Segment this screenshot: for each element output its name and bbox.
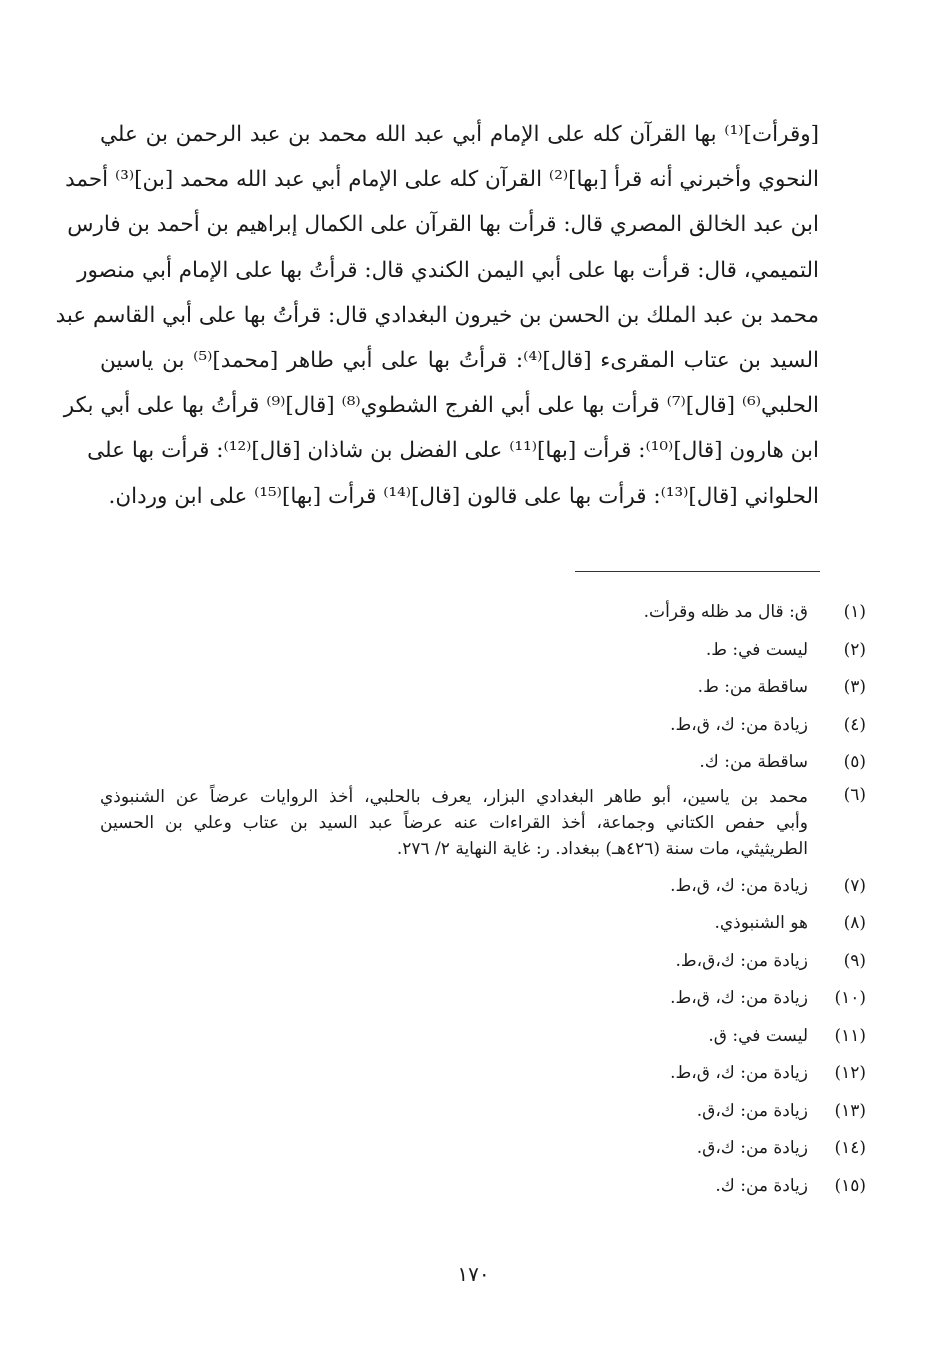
footnote-text: زيادة من: ك. xyxy=(715,1175,808,1196)
footnote-number: (٤) xyxy=(843,714,866,735)
footnote-item xyxy=(100,1168,866,1206)
footnote-item xyxy=(100,1055,866,1093)
footnote-text: زيادة من: ك، ق،ط. xyxy=(670,988,808,1008)
footnote-number: (١١) xyxy=(834,1025,866,1046)
footnote-item xyxy=(100,943,866,981)
footnote-item xyxy=(100,744,866,782)
footnote-text: ق: قال مد ظله وقرأت. xyxy=(643,602,808,622)
footnote-text: زيادة من: ك، ق،ط. xyxy=(670,875,808,896)
footnote-item xyxy=(100,1130,866,1168)
footnote-item xyxy=(100,707,866,745)
footnote-text: زيادة من: ك،ق،ط. xyxy=(675,950,808,971)
footnote-number: (٦) xyxy=(843,784,866,805)
footnotes-list xyxy=(100,594,866,1205)
footnote-number: (١) xyxy=(843,602,866,622)
footnote-number: (٩) xyxy=(843,950,866,971)
footnote-text-line: محمد بن ياسين، أبو طاهر البغدادي البزار، يعرف بالحلبي، أخذ الروايات عرضاً عن الشنبوذي xyxy=(100,786,808,807)
footnote-text-line: وأبي حفص الكتاني وجماعة، أخذ القراءات عنه عرضاً عبد السيد بن عتاب وعلي بن الحسين xyxy=(100,812,808,833)
footnote-text: زيادة من: ك،ق. xyxy=(696,1138,808,1158)
main-text-line: النحوي وأخبرني أنه قرأ [بها]⁽²⁾ القرآن كله على الإمام أبي عبد الله محمد [بن]⁽³⁾ أحمد xyxy=(65,167,819,193)
footnote-number: (١٥) xyxy=(834,1175,866,1196)
main-text-line: الحلبي⁽⁶⁾ [قال]⁽⁷⁾ قرأت بها على أبي الفرج الشطوي⁽⁸⁾ [قال]⁽⁹⁾ قرأتُ بها على أبي بكر xyxy=(63,393,819,419)
footnote-number: (١٣) xyxy=(834,1100,866,1121)
footnote-item xyxy=(100,1018,866,1056)
footnote-text: زيادة من: ك، ق،ط. xyxy=(670,714,808,735)
footnote-number: (١٠) xyxy=(834,988,866,1008)
footnote-number: (٧) xyxy=(843,875,866,896)
footnote-item xyxy=(100,594,866,632)
footnote-number: (٣) xyxy=(843,677,866,697)
page-number: ١٧٠ xyxy=(457,1262,490,1286)
footnote-item xyxy=(100,1093,866,1131)
footnote-text: هو الشنبوذي. xyxy=(714,913,808,933)
footnote-number: (١٢) xyxy=(834,1063,866,1083)
footnote-text: ليست في: ق. xyxy=(708,1025,808,1046)
footnote-number: (٢) xyxy=(843,639,866,660)
main-text-block xyxy=(55,112,820,519)
footnote-text: زيادة من: ك،ق. xyxy=(696,1100,808,1121)
main-text-line: السيد بن عتاب المقرىء [قال]⁽⁴⁾: قرأتُ بها على أبي طاهر [محمد]⁽⁵⁾ بن ياسين xyxy=(100,347,820,373)
main-text-line: محمد بن عبد الملك بن الحسن بن خيرون البغدادي قال: قرأتُ بها على أبي القاسم عبد xyxy=(55,302,819,328)
footnote-number: (٨) xyxy=(843,913,866,933)
footnote-text-line: الطريثيثي، مات سنة (٤٢٦هـ) ببغداد. ر: غاية النهاية ٢/ ٢٧٦. xyxy=(396,838,808,859)
footnote-item xyxy=(100,632,866,670)
footnote-item xyxy=(100,782,866,868)
footnote-text: ساقطة من: ط. xyxy=(697,677,808,697)
footnote-item xyxy=(100,980,866,1018)
footnote-text: زيادة من: ك، ق،ط. xyxy=(670,1063,808,1083)
footnote-item xyxy=(100,669,866,707)
main-text-line: الحلواني [قال]⁽¹³⁾: قرأت بها على قالون [قال]⁽¹⁴⁾ قرأت [بها]⁽¹⁵⁾ على ابن وردان. xyxy=(108,483,819,509)
footnote-number: (٥) xyxy=(843,752,866,772)
footnote-item xyxy=(100,868,866,906)
main-text-line: التميمي، قال: قرأت بها على أبي اليمن الكندي قال: قرأتُ بها على الإمام أبي منصور xyxy=(77,257,819,283)
footnote-item xyxy=(100,905,866,943)
main-text-line: [وقرأت]⁽¹⁾ بها القرآن كله على الإمام أبي عبد الله محمد بن عبد الرحمن بن علي xyxy=(100,122,819,147)
main-text-line: ابن عبد الخالق المصري قال: قرأت بها القرآن على الكمال إبراهيم بن أحمد بن فارس xyxy=(67,212,819,238)
footnote-number: (١٤) xyxy=(834,1138,866,1158)
footnote-separator xyxy=(575,571,820,572)
main-text-line: ابن هارون [قال]⁽¹⁰⁾: قرأت [بها]⁽¹¹⁾ على الفضل بن شاذان [قال]⁽¹²⁾: قرأت بها على xyxy=(87,438,819,464)
footnote-text: ليست في: ط. xyxy=(705,639,808,660)
footnote-text: ساقطة من: ك. xyxy=(699,752,808,772)
